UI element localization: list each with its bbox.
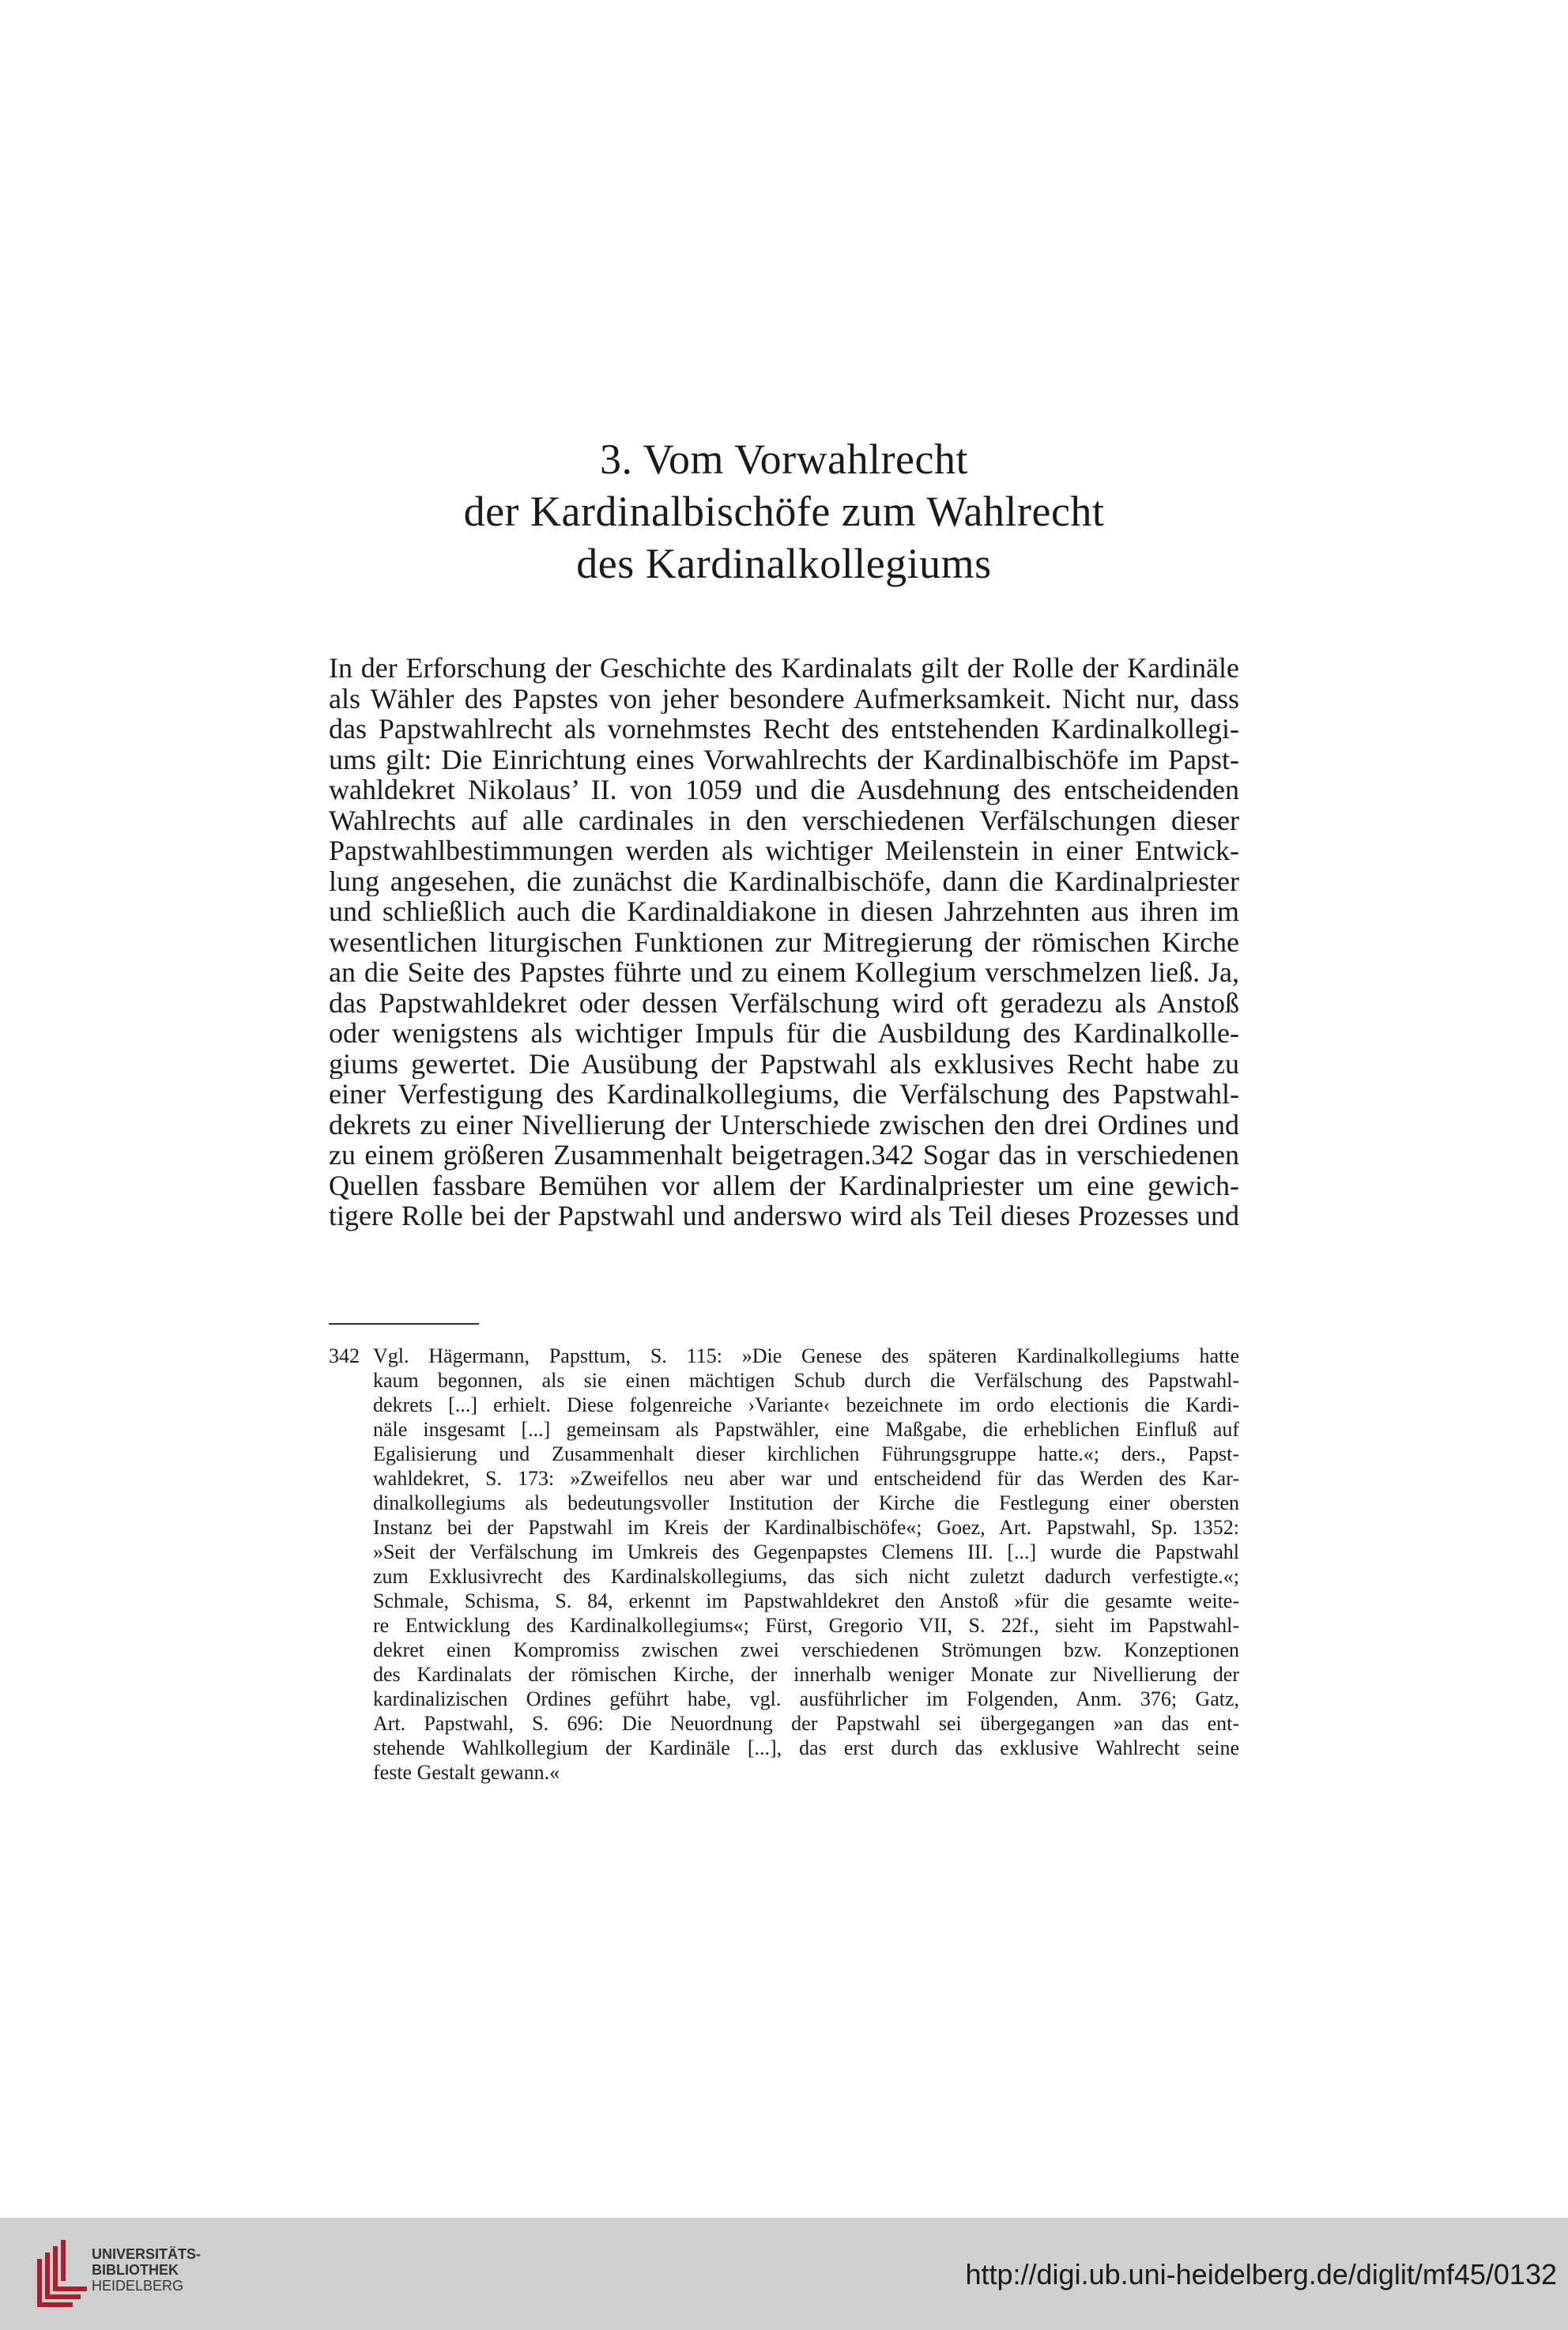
footnote-line: Schmale, Schisma, S. 84, erkennt im Papstwahldekret den Anstoß »für die gesamte weite- <box>373 1589 1239 1612</box>
chapter-title <box>0 433 1568 590</box>
body-line: als Wähler des Papstes von jeher besondere Aufmerksamkeit. Nicht nur, dass <box>329 683 1239 714</box>
footnote-line: wahldekret, S. 173: »Zweifellos neu aber war und entscheidend für das Werden des Kar- <box>373 1467 1239 1490</box>
footnote-line: Art. Papstwahl, S. 696: Die Neuordnung der Papstwahl sei übergegangen »an das ent- <box>373 1712 1239 1735</box>
footnote-line: des Kardinalats der römischen Kirche, der innerhalb weniger Monate zur Nivellierung der <box>373 1663 1239 1686</box>
footnote-line: dekret einen Kompromiss zwischen zwei verschiedenen Strömungen bzw. Konzeptionen <box>373 1638 1239 1661</box>
footnote-line: re Entwicklung des Kardinalkollegiums«; Fürst, Gregorio VII, S. 22f., sieht im Papstwahl- <box>373 1614 1239 1637</box>
footnote-separator <box>329 1323 479 1325</box>
footnote-line: dekrets [...] erhielt. Diese folgenreiche ›Variante‹ bezeichnete im ordo electionis die Kardi- <box>373 1393 1239 1416</box>
body-line: das Papstwahldekret oder dessen Verfälschung wird oft geradezu als Anstoß <box>329 987 1239 1018</box>
footnote-line: kaum begonnen, als sie einen mächtigen Schub durch die Verfälschung des Papstwahl- <box>373 1369 1239 1392</box>
library-logo-icon <box>32 2235 92 2311</box>
library-name-line: UNIVERSITÄTS- <box>92 2246 202 2262</box>
library-name-line: HEIDELBERG <box>92 2278 184 2294</box>
chapter-title-line: des Kardinalkollegiums <box>576 540 992 587</box>
footnote-line: kardinalizischen Ordines geführt habe, vgl. ausführlicher im Folgenden, Anm. 376; Gatz, <box>373 1687 1239 1710</box>
body-line: tigere Rolle bei der Papstwahl und anderswo wird als Teil dieses Prozesses und <box>329 1201 1239 1231</box>
footnote-line: stehende Wahlkollegium der Kardinäle [...], das erst durch das exklusive Wahlrecht seine <box>373 1736 1239 1759</box>
body-line: oder wenigstens als wichtiger Impuls für die Ausbildung des Kardinalkolle- <box>329 1018 1239 1049</box>
chapter-title-line: 3. Vom Vorwahlrecht <box>600 435 968 483</box>
footnote-line: zum Exklusivrecht des Kardinalskollegiums, das sich nicht zuletzt dadurch verfestigte.«; <box>373 1565 1239 1588</box>
body-line: dekrets zu einer Nivellierung der Unterschiede zwischen den drei Ordines und <box>329 1109 1239 1140</box>
body-line: giums gewertet. Die Ausübung der Papstwahl als exklusives Recht habe zu <box>329 1048 1239 1079</box>
footnote-line: feste Gestalt gewann.« <box>373 1761 560 1784</box>
body-line: Papstwahlbestimmungen werden als wichtiger Meilenstein in einer Entwick- <box>329 835 1239 866</box>
library-name-line: BIBLIOTHEK <box>92 2262 179 2278</box>
body-paragraph <box>329 653 1239 1231</box>
body-line: Wahlrechts auf alle cardinales in den verschiedenen Verfälschungen dieser <box>329 805 1239 835</box>
footnote-number: 342 <box>329 1344 360 1367</box>
footnote-line: dinalkollegiums als bedeutungsvoller Institution der Kirche die Festlegung einer obersten <box>373 1491 1239 1514</box>
footnote-line: Vgl. Hägermann, Papsttum, S. 115: »Die Genese des späteren Kardinalkollegiums hatte <box>373 1344 1239 1367</box>
footnote-text <box>373 1344 1239 1785</box>
page-url[interactable]: http://digi.ub.uni-heidelberg.de/diglit/mf45/0132 <box>965 2258 1557 2290</box>
body-line: einer Verfestigung des Kardinalkollegiums, die Verfälschung des Papstwahl- <box>329 1079 1239 1110</box>
body-line: ums gilt: Die Einrichtung eines Vorwahlrechts der Kardinalbischöfe im Papst- <box>329 744 1239 775</box>
body-line: an die Seite des Papstes führte und zu einem Kollegium verschmelzen ließ. Ja, <box>329 957 1239 988</box>
body-line: lung angesehen, die zunächst die Kardinalbischöfe, dann die Kardinalpriester <box>329 865 1239 896</box>
body-line: In der Erforschung der Geschichte des Kardinalats gilt der Rolle der Kardinäle <box>329 653 1239 684</box>
body-line: zu einem größeren Zusammenhalt beigetragen.342 Sogar das in verschiedenen <box>329 1140 1239 1171</box>
footnote-line: näle insgesamt [...] gemeinsam als Papstwähler, eine Maßgabe, die erheblichen Einfluß auf <box>373 1418 1239 1441</box>
chapter-title-line: der Kardinalbischöfe zum Wahlrecht <box>463 488 1105 535</box>
body-line: und schließlich auch die Kardinaldiakone in diesen Jahrzehnten aus ihren im <box>329 896 1239 927</box>
footnote-line: »Seit der Verfälschung im Umkreis des Gegenpapstes Clemens III. [...] wurde die Papstwahl <box>373 1540 1239 1563</box>
footnote-line: Egalisierung und Zusammenhalt dieser kirchlichen Führungsgruppe hatte.«; ders., Papst- <box>373 1442 1239 1465</box>
footnote-line: Instanz bei der Papstwahl im Kreis der Kardinalbischöfe«; Goez, Art. Papstwahl, Sp. 1352: <box>373 1516 1239 1539</box>
body-line: Quellen fassbare Bemühen vor allem der Kardinalpriester um eine gewich- <box>329 1170 1239 1201</box>
footer-bar <box>0 2218 1568 2330</box>
body-line: wesentlichen liturgischen Funktionen zur Mitregierung der römischen Kirche <box>329 926 1239 957</box>
library-name <box>92 2246 201 2294</box>
body-line: das Papstwahlrecht als vornehmstes Recht des entstehenden Kardinalkollegi- <box>329 714 1239 745</box>
body-line: wahldekret Nikolaus’ II. von 1059 und die Ausdehnung des entscheidenden <box>329 775 1239 805</box>
